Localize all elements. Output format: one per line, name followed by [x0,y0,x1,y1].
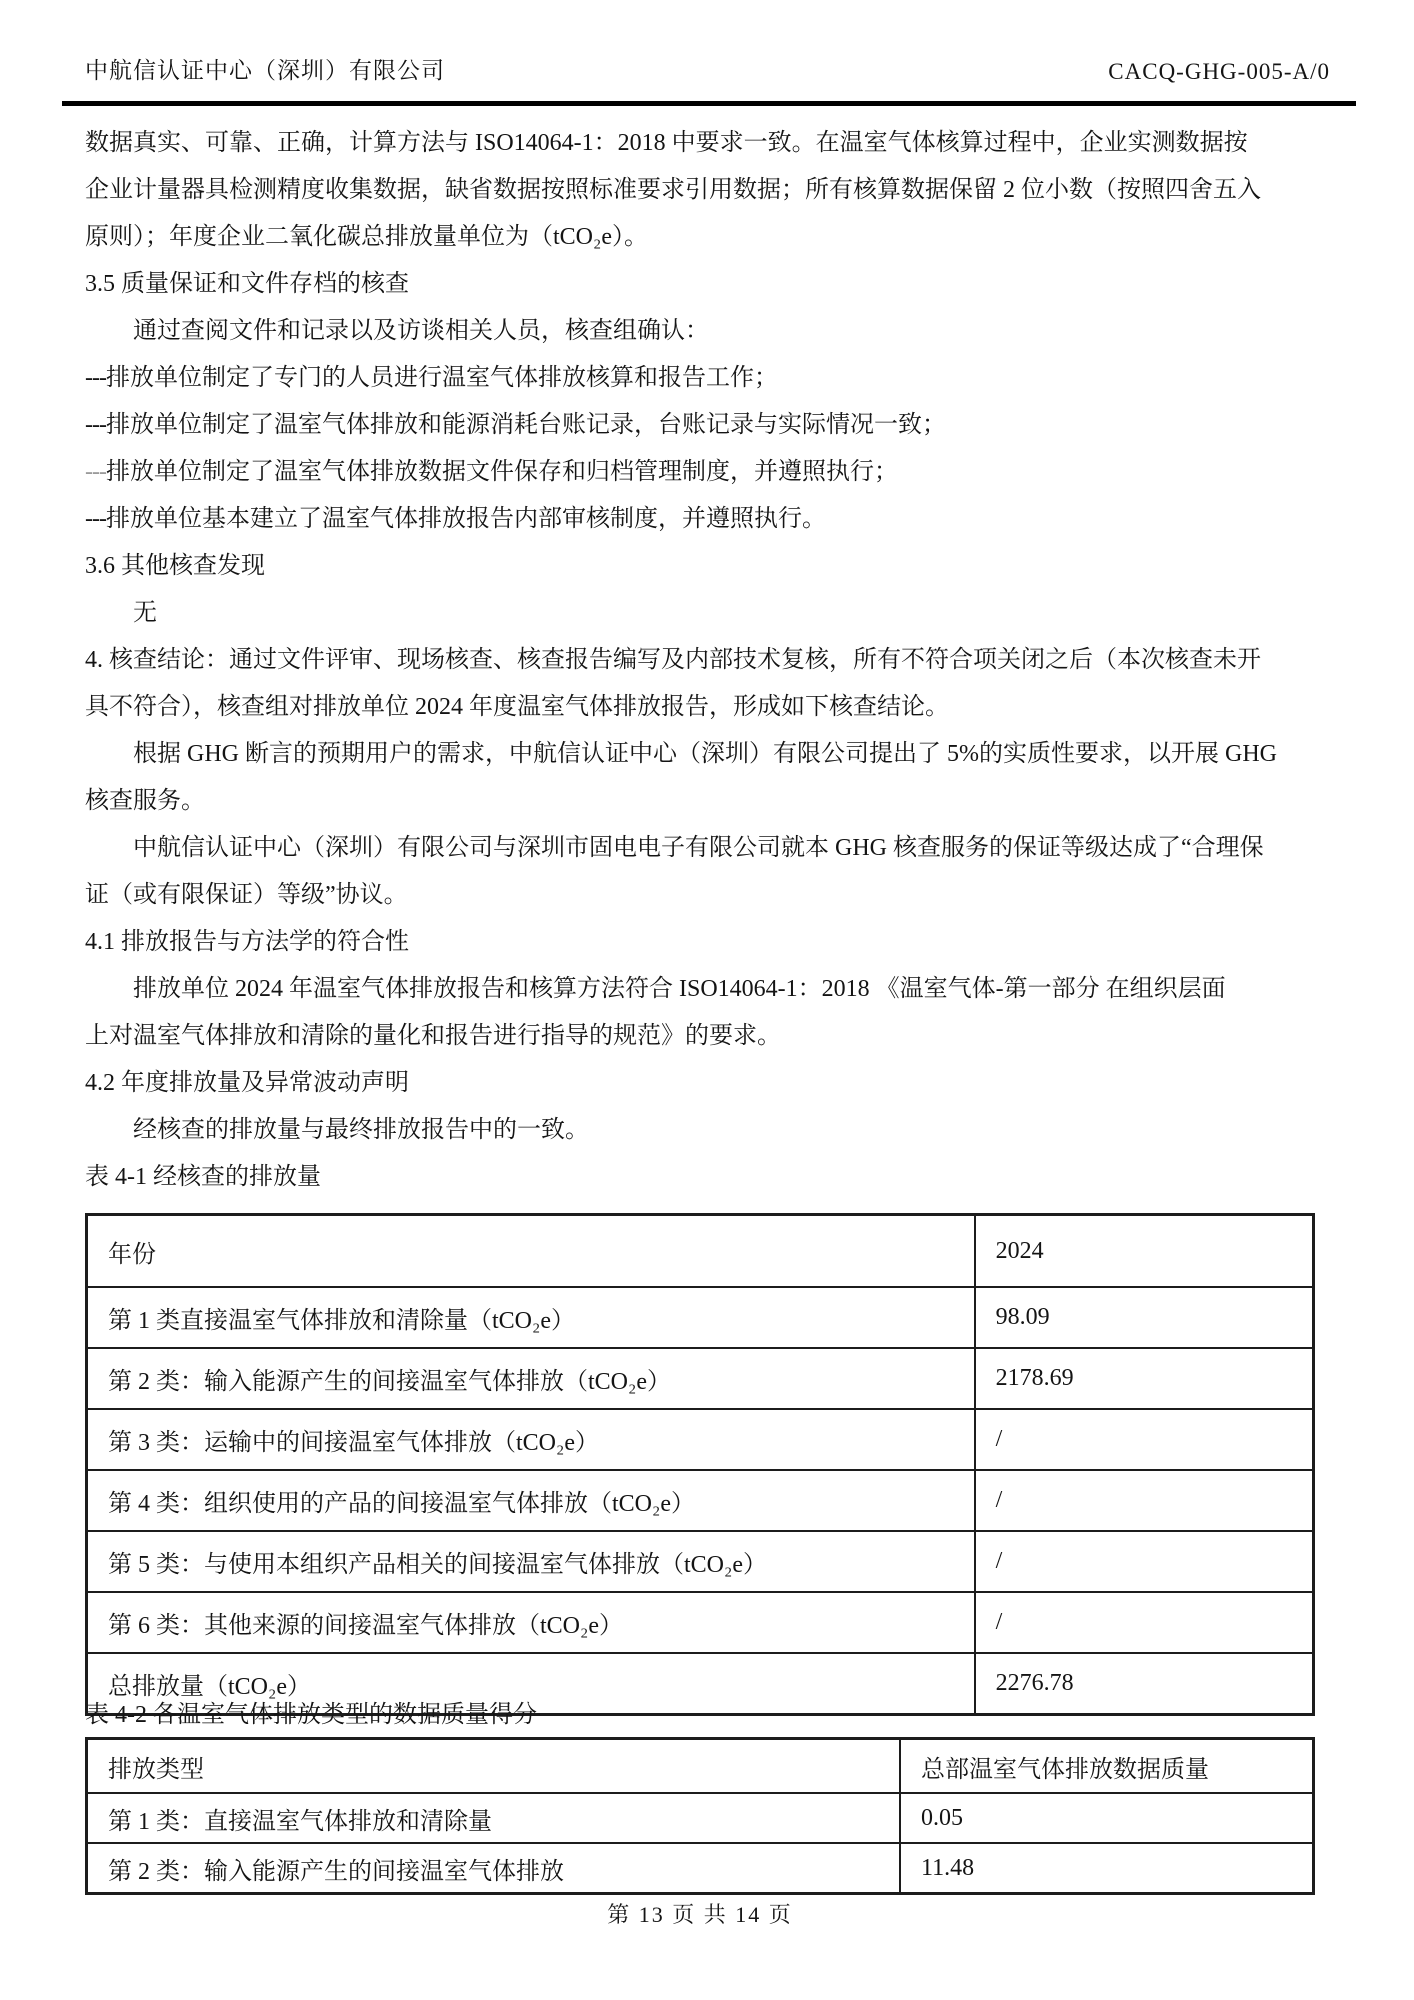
table-row [88,1530,1312,1591]
paragraph-line: 经核查的排放量与最终排放报告中的一致。 [133,1117,589,1143]
table-data-quality-scores [85,1737,1315,1895]
page-number: 第 13 页 共 14 页 [607,1902,793,1927]
section-heading-4: 4. 核查结论：通过文件评审、现场核查、核查报告编写及内部技术复核，所有不符合项关闭之后（本次核查未开 [85,647,1261,673]
page-header [85,52,1330,85]
table-row [88,1216,1312,1286]
section-heading-4-2: 4.2 年度排放量及异常波动声明 [85,1070,409,1096]
column-header: 排放类型 [108,1756,204,1783]
table-4-1-caption: 表 4-1 经核查的排放量 [85,1164,321,1190]
table-row [88,1792,1312,1842]
row-label: 第 1 类直接温室气体排放和清除量（tCO₂e） [108,1308,576,1334]
table-verified-emissions [85,1213,1315,1716]
section-heading-4-1: 4.1 排放报告与方法学的符合性 [85,929,409,955]
table-4-2-caption: 表 4-2 各温室气体排放类型的数据质量得分 [85,1702,537,1728]
bullet-line [85,355,1330,402]
paragraph-line: 原则）；年度企业二氧化碳总排放量单位为（tCO₂e）。 [85,224,649,250]
table-row [88,1469,1312,1530]
section-heading-3-5: 3.5 质量保证和文件存档的核查 [85,271,409,297]
paragraph-line: 核查服务。 [85,788,205,814]
dash-prefix: --- [85,459,106,485]
paragraph-line: 企业计量器具检测精度收集数据，缺省数据按照标准要求引用数据；所有核算数据保留 2 位小数（按照四舍五入 [85,177,1261,203]
paragraph-line: 排放单位 2024 年温室气体排放报告和核算方法符合 ISO14064-1：2018 《温室气体-第一部分 在组织层面 [133,976,1226,1002]
row-value: / [974,1532,1312,1591]
table-row [88,1842,1312,1892]
dash-prefix: --- [85,412,106,438]
paragraph-line: 无 [133,600,157,626]
dash-prefix: --- [85,506,106,532]
row-value: 2178.69 [974,1349,1312,1408]
page-footer [85,1898,1315,1929]
bullet-text: 排放单位制定了专门的人员进行温室气体排放核算和报告工作； [105,365,778,391]
row-label: 第 4 类：组织使用的产品的间接温室气体排放（tCO₂e） [108,1491,696,1517]
paragraph-line: 证（或有限保证）等级”协议。 [85,882,408,908]
row-value: / [974,1593,1312,1652]
row-label: 总排放量（tCO₂e） [108,1674,312,1700]
header-rule [62,101,1356,106]
bullet-text: 排放单位制定了温室气体排放和能源消耗台账记录，台账记录与实际情况一致； [105,412,946,438]
row-value: 2024 [974,1216,1312,1286]
bullet-line [85,496,1330,543]
paragraph-line: 数据真实、可靠、正确，计算方法与 ISO14064-1：2018 中要求一致。在温室气体核算过程中，企业实测数据按 [85,130,1248,156]
row-value: / [974,1471,1312,1530]
body-text [85,120,1330,1201]
paragraph-line: 根据 GHG 断言的预期用户的需求，中航信认证中心（深圳）有限公司提出了 5%的实质性要求，以开展 GHG [133,741,1277,767]
row-label: 第 2 类：输入能源产生的间接温室气体排放 [108,1858,564,1885]
paragraph-line: 上对温室气体排放和清除的量化和报告进行指导的规范》的要求。 [85,1023,781,1049]
row-label: 第 2 类：输入能源产生的间接温室气体排放（tCO₂e） [108,1369,672,1395]
row-label: 年份 [108,1241,156,1268]
column-header: 总部温室气体排放数据质量 [899,1740,1312,1792]
row-value: 2276.78 [974,1654,1312,1713]
header-company-name: 中航信认证中心（深圳）有限公司 [85,58,445,83]
table-row [88,1591,1312,1652]
table-header-row [88,1740,1312,1792]
bullet-line [85,449,1330,496]
table-row [88,1286,1312,1347]
row-label: 第 1 类：直接温室气体排放和清除量 [108,1808,492,1835]
header-doc-code: CACQ-GHG-005-A/0 [1108,59,1330,84]
paragraph-line: 通过查阅文件和记录以及访谈相关人员，核查组确认： [133,318,709,344]
section-heading-3-6: 3.6 其他核查发现 [85,553,265,579]
paragraph-line: 中航信认证中心（深圳）有限公司与深圳市固电电子有限公司就本 GHG 核查服务的保证等级达成了“合理保 [133,835,1264,861]
table-row [88,1408,1312,1469]
bullet-text: 排放单位基本建立了温室气体排放报告内部审核制度，并遵照执行。 [105,506,826,532]
bullet-text: 排放单位制定了温室气体排放数据文件保存和归档管理制度，并遵照执行； [105,459,898,485]
dash-prefix: --- [85,365,106,391]
row-value: 98.09 [974,1288,1312,1347]
row-value: 0.05 [899,1794,1312,1842]
table-row [88,1347,1312,1408]
row-value: / [974,1410,1312,1469]
row-label: 第 6 类：其他来源的间接温室气体排放（tCO₂e） [108,1613,624,1639]
paragraph-line: 具不符合），核查组对排放单位 2024 年度温室气体排放报告，形成如下核查结论。 [85,694,949,720]
row-label: 第 3 类：运输中的间接温室气体排放（tCO₂e） [108,1430,600,1456]
row-label: 第 5 类：与使用本组织产品相关的间接温室气体排放（tCO₂e） [108,1552,768,1578]
bullet-line [85,402,1330,449]
row-value: 11.48 [899,1844,1312,1892]
